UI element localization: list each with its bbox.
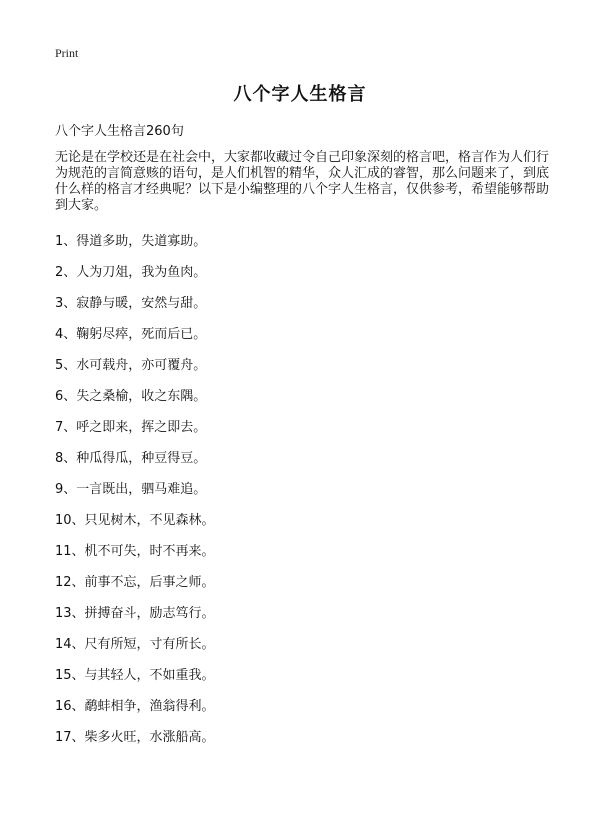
list-item: 4、鞠躬尽瘁，死而后已。 <box>55 327 207 342</box>
list-item: 2、人为刀俎，我为鱼肉。 <box>55 265 207 280</box>
list-item: 3、寂静与暖，安然与甜。 <box>55 296 207 311</box>
list-item: 16、鹬蚌相争，渔翁得利。 <box>55 699 215 714</box>
list-item: 6、失之桑榆，收之东隅。 <box>55 389 207 404</box>
page-title: 八个字人生格言 <box>233 84 367 105</box>
list-item: 5、水可载舟，亦可覆舟。 <box>55 358 207 373</box>
list-item: 13、拼搏奋斗，励志笃行。 <box>55 606 215 621</box>
list-item: 14、尺有所短，寸有所长。 <box>55 637 215 652</box>
list-item: 1、得道多助，失道寡助。 <box>55 234 207 249</box>
list-item: 9、一言既出，驷马难追。 <box>55 482 207 497</box>
print-link[interactable]: Print <box>55 46 79 60</box>
list-item: 12、前事不忘，后事之师。 <box>55 575 215 590</box>
list-item: 15、与其轻人，不如重我。 <box>55 668 215 683</box>
list-item: 11、机不可失，时不再来。 <box>55 544 215 559</box>
list-item: 7、呼之即来，挥之即去。 <box>55 420 207 435</box>
list-item: 8、种瓜得瓜，种豆得豆。 <box>55 451 207 466</box>
document-subtitle: 八个字人生格言260句 <box>55 124 184 139</box>
list-item: 17、柴多火旺，水涨船高。 <box>55 730 215 745</box>
proverb-list <box>55 232 215 759</box>
intro-paragraph: 无论是在学校还是在社会中，大家都收藏过令自己印象深刻的格言吧，格言作为人们行为规范的言简意赅的语句，是人们机智的精华，众人汇成的睿智，那么问题来了，到底什么样的格言才经典呢？以下是小编整理的八个字人生格言，仅供参考，希望能够帮助到大家。 <box>55 150 550 213</box>
list-item: 10、只见树木，不见森林。 <box>55 513 215 528</box>
